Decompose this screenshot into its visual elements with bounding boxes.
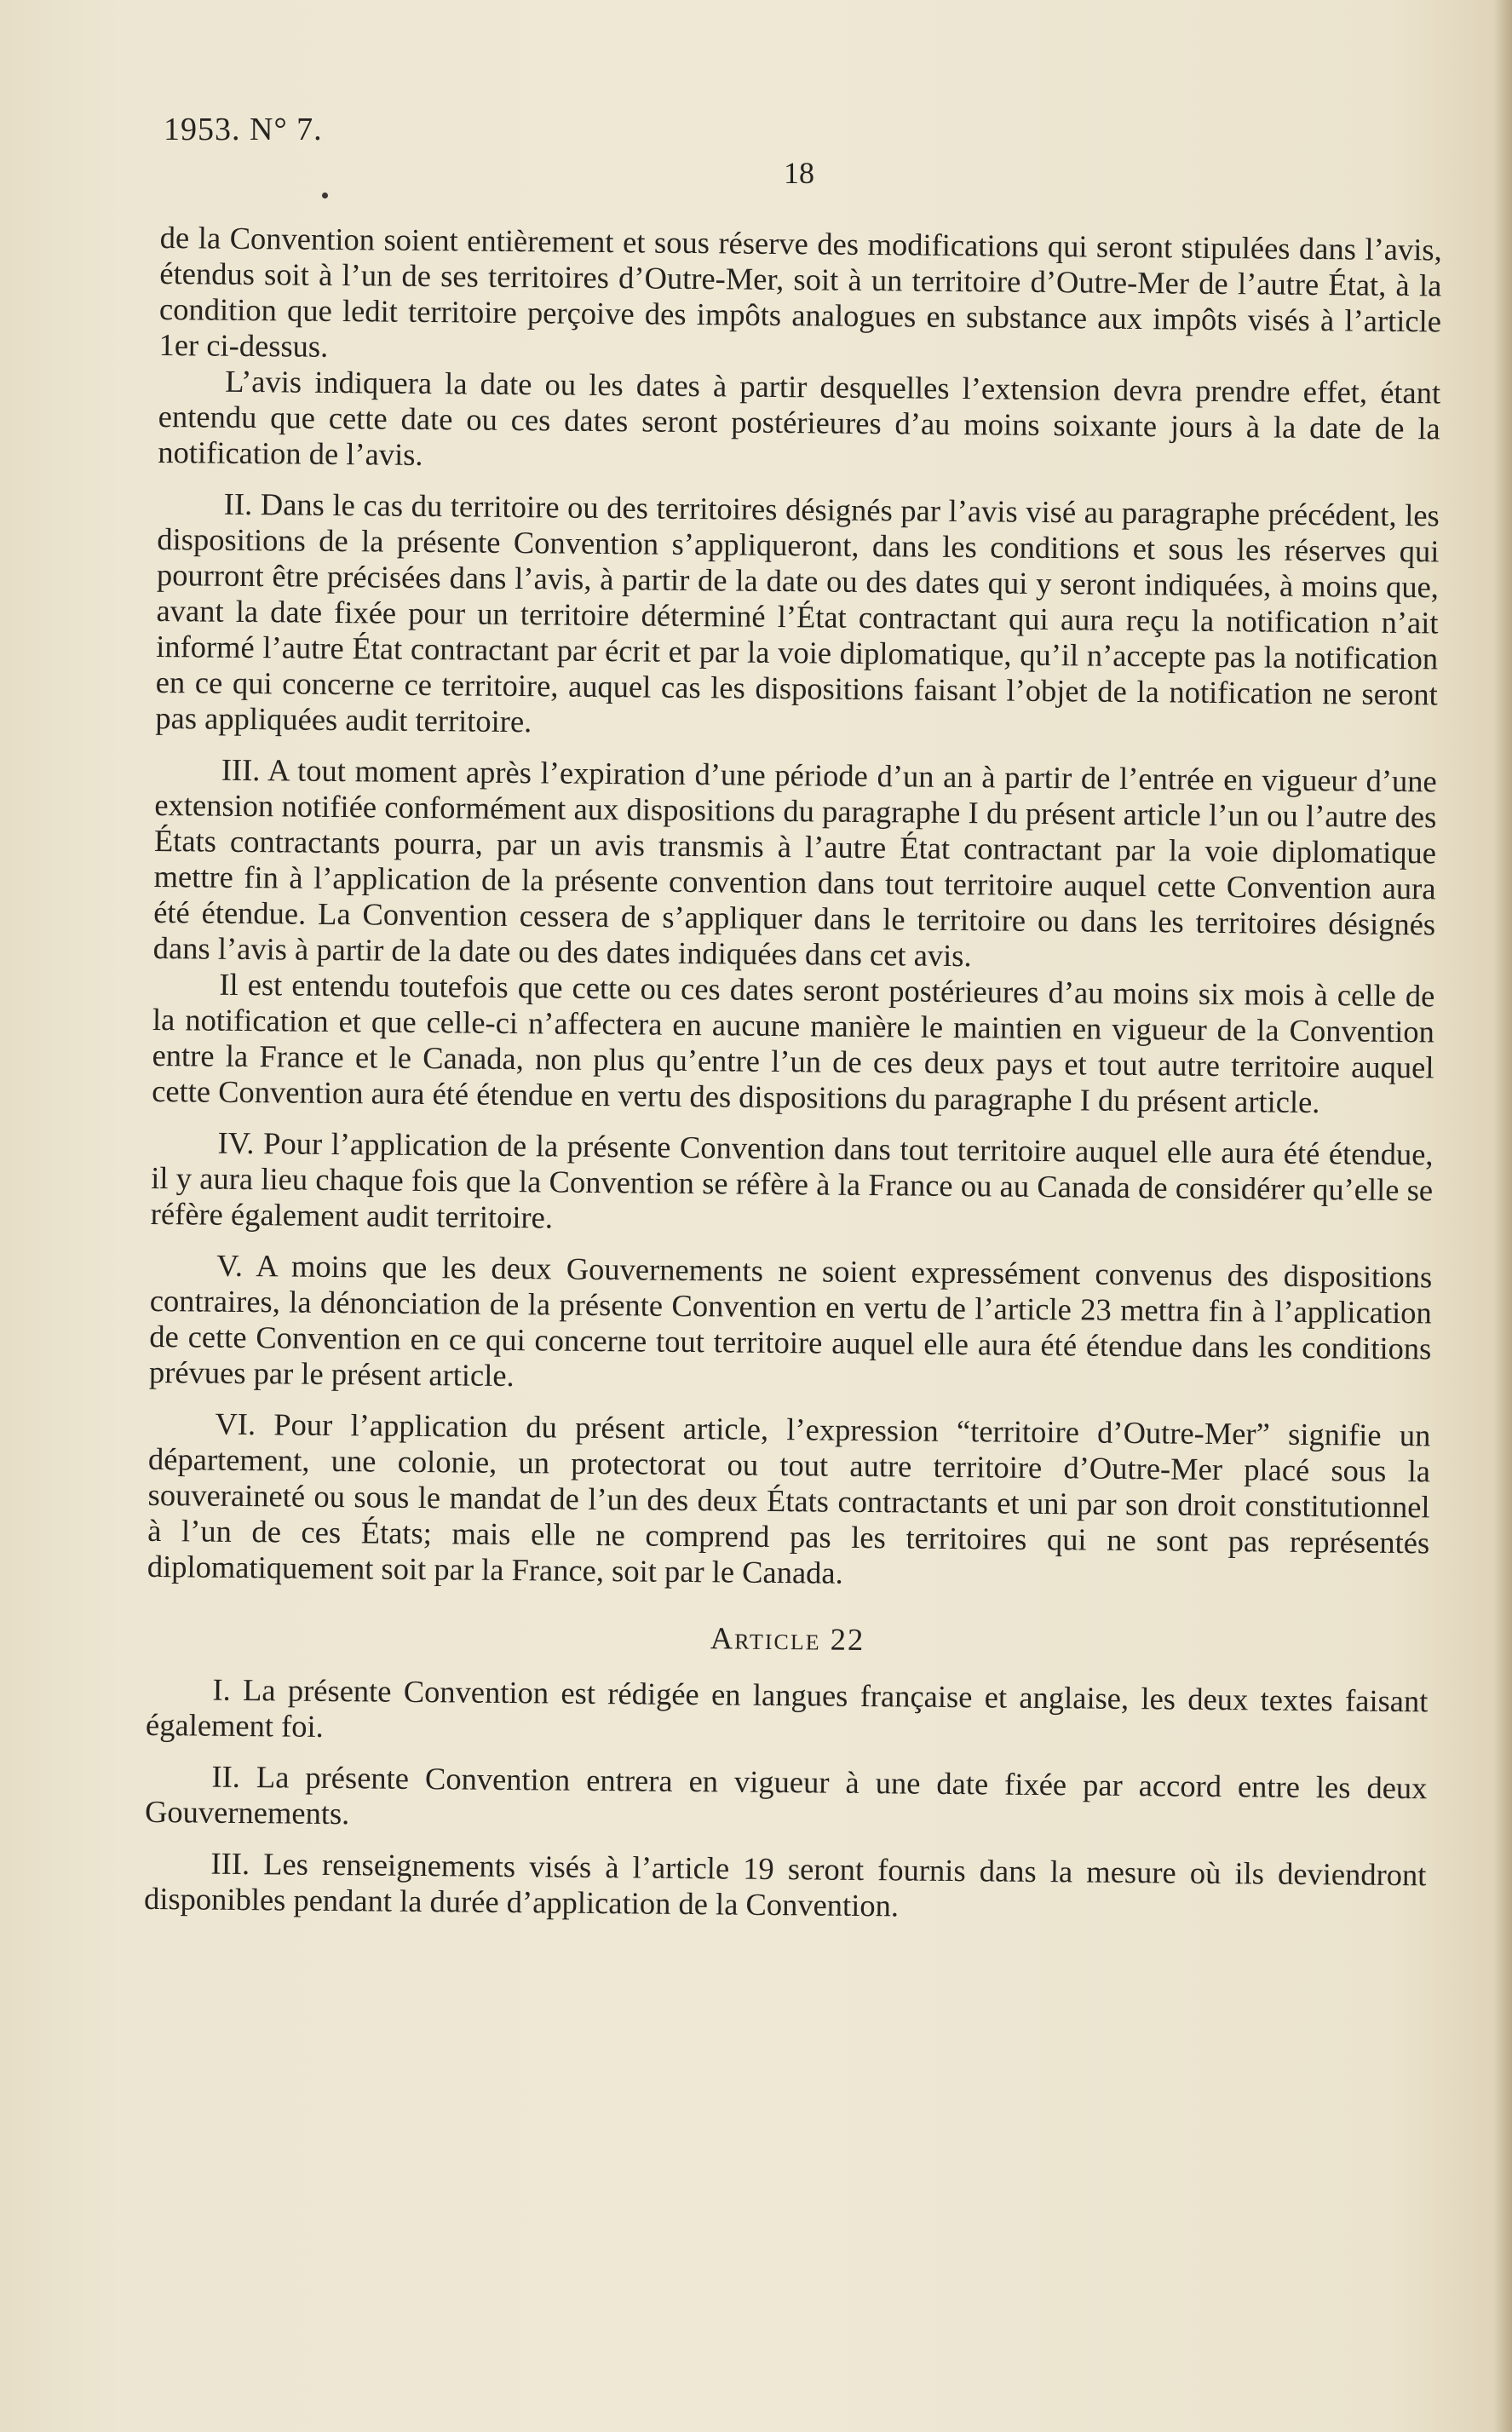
paragraph-section-iii-note: Il est entendu toutefois que cette ou ces dates seront postérieures d’au moins six mois à celle de la notification et que celle-ci n’affectera en aucune manière le maintien en vigueur de la Convention entre la France et le Canada, non plus qu’entre l’un de ces deux pays et tout autre territoire auquel cette Convention aura été étendue en vertu des dispositions du paragraphe I du présent article. — [151, 966, 1435, 1120]
article-paragraph-iii: III. Les renseignements visés à l’article 19 seront fournis dans la mesure où ils deviendront disponibles pendant la durée d’application de la Convention. — [143, 1845, 1427, 1923]
paragraph-section-v: V. A moins que les deux Gouvernements ne soient expressément convenus des dispositions contraires, la dénonciation de la présente Convention en vertu de l’article 23 mettra fin à l’application de cette Convention en ce qui concerne tout territoire auquel elle aura été étendue dans les conditions prévues par le présent article. — [148, 1247, 1433, 1394]
gazette-issue: 1953. N° 7. — [164, 112, 323, 147]
paragraph-continuation: de la Convention soient entièrement et sous réserve des modifications qui seront stipulées dans l’avis, étendus soit à l’un de ses territoires d’Outre-Mer, soit à un territoire d’Outre-Mer de l’autre État, à la condition que ledit territoire perçoive des impôts analogues en substance aux impôts visés à l’article 1er ci-dessus. — [158, 220, 1442, 364]
paragraph-section-iv: IV. Pour l’application de la présente Convention dans tout territoire auquel elle aura été étendue, il y aura lieu chaque fois que la Convention se réfère à la France ou au Canada de considérer qu’elle se réfère également audit territoire. — [150, 1124, 1434, 1235]
paragraph-section-ii: II. Dans le cas du territoire ou des territoires désignés par l’avis visé au paragraphe précédent, les dispositions de la présente Convention s’appliqueront, dans les conditions et sous les réserves qui pourront être précisées dans l’avis, à partir de la date ou des dates qui y seront indiquées, à moins que, avant la date fixée pour un territoire déterminé l’État contractant qui aura reçu la notification n’ait informé l’autre État contractant par écrit et par la voie diplomatique, qu’il n’accepte pas la notification en ce qui concerne ce territoire, auquel cas les dispositions faisant l’objet de la notification ne seront pas appliquées audit territoire. — [155, 486, 1440, 739]
paragraph-section-vi: VI. Pour l’application du présent article, l’expression “territoire d’Outre-Mer” signifie un département, une colonie, un protectorat ou tout autre territoire d’Outre-Mer placé sous la souveraineté ou sous le mandat de l’un des deux États contractants et uni par son droit constitutionnel à l’un de ces États; mais elle ne comprend pas les territoires qui ne sont pas représentés diplomatiquement soit par la France, soit par le Canada. — [147, 1406, 1431, 1590]
ink-dot — [322, 193, 328, 198]
paragraph-notice-date: L’avis indiquera la date ou les dates à partir desquelles l’extension devra prendre effet, étant entendu que cette date ou ces dates seront postérieures d’au moins soixante jours à la date de la notification de l’avis. — [158, 363, 1441, 472]
article-heading: Article 22 — [710, 1620, 865, 1658]
page-number: 18 — [784, 156, 814, 190]
document-body — [144, 220, 1442, 1944]
article-paragraph-i: I. La présente Convention est rédigée en langues française et anglaise, les deux textes faisant également foi. — [145, 1671, 1429, 1744]
article-paragraph-ii: II. La présente Convention entrera en vigueur à une date fixée par accord entre les deux Gouvernements. — [144, 1758, 1428, 1831]
paragraph-section-iii: III. A tout moment après l’expiration d’une période d’un an à partir de l’entrée en vigueur d’une extension notifiée conformément aux dispositions du paragraphe I du présent article l’un ou l’autre des États contractants pourra, par un avis transmis à l’autre État contractant par la voie diplomatique mettre fin à l’application de la présente convention dans tout territoire auquel cette Convention aura été étendue. La Convention cessera de s’appliquer dans le territoire ou dans les territoires désignés dans l’avis à partir de la date ou des dates indiquées dans cet avis. — [152, 751, 1437, 974]
page-edge-shadow — [1493, 0, 1512, 2432]
